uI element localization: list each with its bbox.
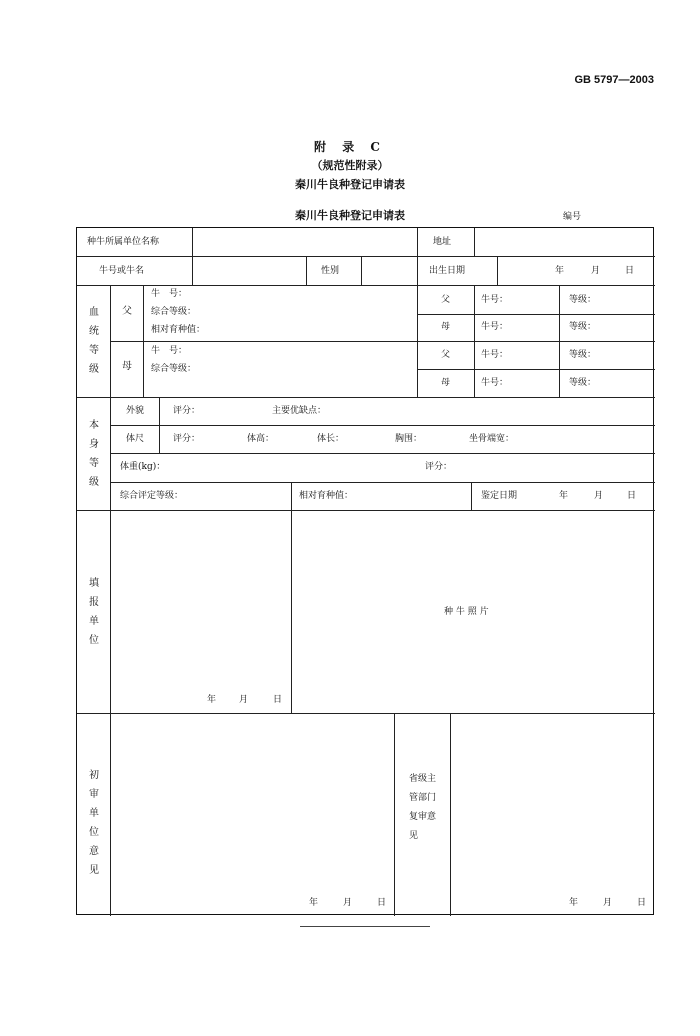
gp1-grade: 等级：: [569, 295, 597, 305]
appraisal-day: 日: [627, 491, 637, 501]
prov-year: 年: [569, 898, 579, 908]
relative-breeding-value: 相对育种值：: [299, 491, 354, 501]
gp1-no: 牛号：: [481, 295, 509, 305]
birth-year: 年: [555, 266, 565, 276]
prov-month: 月: [603, 898, 613, 908]
main-traits: 主要优缺点：: [272, 406, 327, 416]
birth-month: 月: [591, 266, 601, 276]
chest-girth: 胸围：: [395, 434, 423, 444]
gp3-label: 父: [441, 350, 451, 360]
sire-no: 牛 号：: [151, 289, 188, 299]
appearance-score: 评分：: [173, 406, 201, 416]
report-day: 日: [273, 695, 283, 705]
sex-label: 性别: [321, 266, 340, 276]
reporting-unit-label: 填报单位: [89, 578, 99, 646]
photo-area-label: 种 牛 照 片: [444, 607, 489, 617]
preliminary-review-label: 初审单位意见: [89, 770, 99, 876]
gp4-no: 牛号：: [481, 378, 509, 388]
gp2-label: 母: [441, 322, 451, 332]
hip-width: 坐骨端宽：: [469, 434, 515, 444]
overall-grade: 综合评定等级：: [120, 491, 184, 501]
weight-label: 体重(kg)：: [120, 462, 166, 472]
appearance-label: 外貌: [126, 406, 145, 416]
gp3-grade: 等级：: [569, 350, 597, 360]
prelim-year: 年: [309, 898, 319, 908]
report-year: 年: [207, 695, 217, 705]
appendix-title: 附 录 C: [314, 140, 386, 154]
serial-label: 编号: [563, 212, 582, 222]
address-label: 地址: [433, 237, 452, 247]
appraisal-year: 年: [559, 491, 569, 501]
gp2-grade: 等级：: [569, 322, 597, 332]
pedigree-label: 血统等级: [89, 307, 99, 375]
prov-day: 日: [637, 898, 647, 908]
prelim-day: 日: [377, 898, 387, 908]
birth-day: 日: [625, 266, 635, 276]
appraisal-month: 月: [594, 491, 604, 501]
dam-no: 牛 号：: [151, 346, 188, 356]
body-height: 体高：: [247, 434, 275, 444]
appendix-name: 秦川牛良种登记申请表: [295, 178, 405, 191]
body-size-label: 体尺: [126, 434, 145, 444]
gp2-no: 牛号：: [481, 322, 509, 332]
provincial-review-label: 省级主管部门复审意见: [409, 774, 437, 841]
appraisal-date-label: 鉴定日期: [481, 491, 518, 501]
sire-label: 父: [122, 306, 132, 317]
report-month: 月: [239, 695, 249, 705]
gp4-label: 母: [441, 378, 451, 388]
gp1-label: 父: [441, 295, 451, 305]
self-grade-label: 本身等级: [89, 420, 99, 488]
gp3-no: 牛号：: [481, 350, 509, 360]
sire-grade: 综合等级：: [151, 307, 197, 317]
body-size-score: 评分：: [173, 434, 201, 444]
bull-no-label: 牛号或牛名: [99, 266, 145, 276]
birth-date-label: 出生日期: [429, 266, 466, 276]
registration-form: [76, 227, 654, 915]
gp4-grade: 等级：: [569, 378, 597, 388]
weight-score: 评分：: [425, 462, 453, 472]
standard-number: GB 5797—2003: [574, 74, 654, 86]
prelim-month: 月: [343, 898, 353, 908]
dam-label: 母: [122, 361, 132, 372]
unit-name-label: 种牛所属单位名称: [87, 237, 160, 247]
form-title: 秦川牛良种登记申请表: [295, 209, 405, 222]
dam-grade: 综合等级：: [151, 364, 197, 374]
bottom-divider: [300, 926, 430, 927]
sire-breeding-value: 相对育种值：: [151, 325, 206, 335]
body-length: 体长：: [317, 434, 345, 444]
appendix-subtitle: （规范性附录）: [311, 159, 389, 172]
